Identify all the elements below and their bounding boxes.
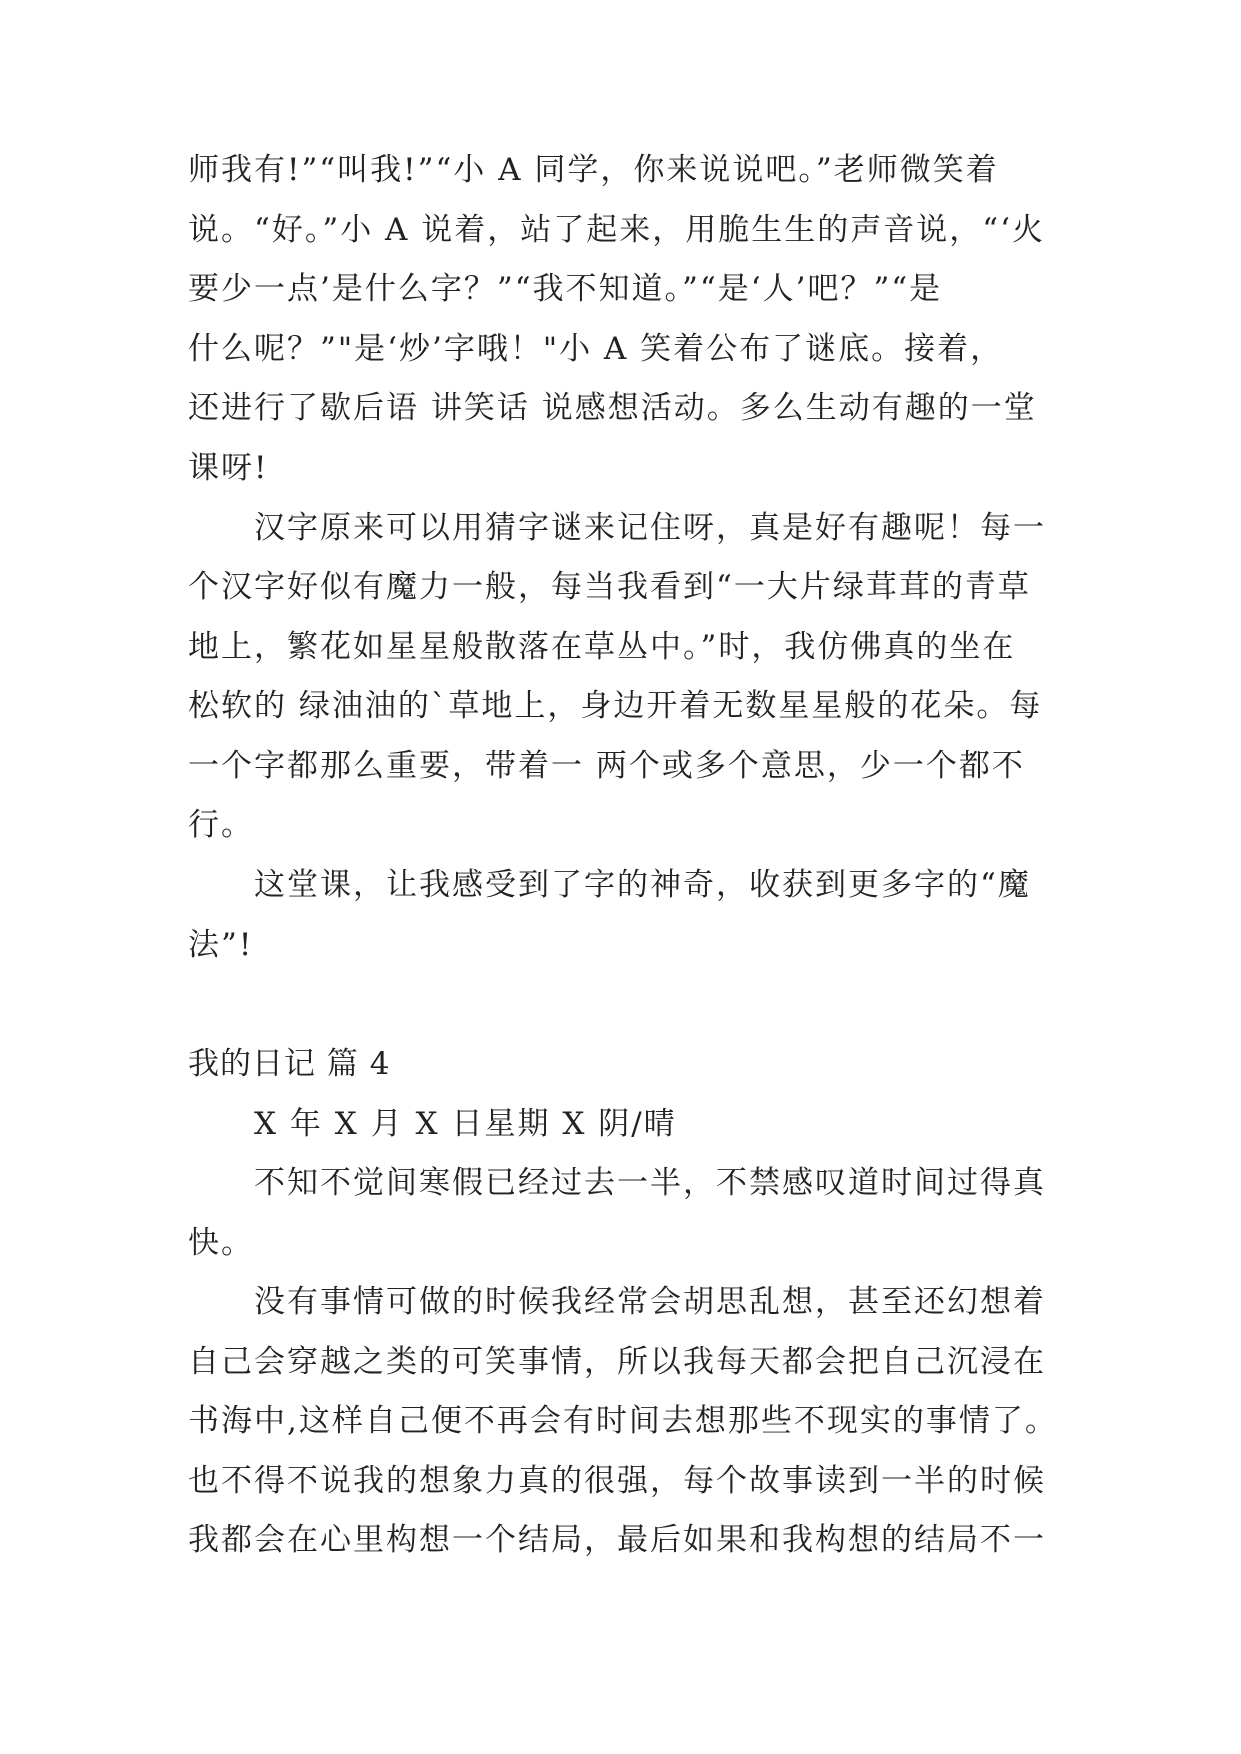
text-line: 什么呢？”"是‘炒’字哦！"小 A 笑着公布了谜底。接着，: [188, 331, 1004, 367]
text-line: 课呀!: [188, 450, 269, 486]
paragraph-first-line: 这堂课，让我感受到了字的神奇，收获到更多字的“魔: [254, 867, 1031, 903]
text-line: 要少一点’是什么字？”“我不知道。”“是‘人’吧？”“是: [188, 271, 943, 307]
section-heading: 我的日记 篇 4: [188, 1046, 391, 1082]
text-line: 松软的 绿油油的`草地上，身边开着无数星星般的花朵。每: [188, 688, 1043, 724]
text-line: 个汉字好似有魔力一般，每当我看到“一大片绿茸茸的青草: [188, 569, 1031, 605]
text-line: 自己会穿越之类的可笑事情，所以我每天都会把自己沉浸在: [188, 1344, 1046, 1380]
text-line: 说。“好。”小 A 说着，站了起来，用脆生生的声音说，“‘火: [188, 212, 1045, 248]
text-line: 师我有!”“叫我!”“小 A 同学，你来说说吧。”老师微笑着: [188, 152, 999, 188]
paragraph-first-line: 没有事情可做的时候我经常会胡思乱想，甚至还幻想着: [254, 1284, 1046, 1320]
text-line: 也不得不说我的想象力真的很强，每个故事读到一半的时候: [188, 1463, 1046, 1499]
paragraph-first-line: 不知不觉间寒假已经过去一半，不禁感叹道时间过得真: [254, 1165, 1046, 1201]
date-line: X 年 X 月 X 日星期 X 阴/晴: [254, 1106, 677, 1142]
text-line: 地上，繁花如星星般散落在草丛中。”时，我仿佛真的坐在: [188, 629, 1016, 665]
text-line: 还进行了歇后语 讲笑话 说感想活动。多么生动有趣的一堂: [188, 390, 1037, 426]
text-line: 书海中,这样自己便不再会有时间去想那些不现实的事情了。: [188, 1403, 1058, 1439]
text-line: 法”!: [188, 927, 254, 963]
text-line: 快。: [188, 1225, 254, 1261]
paragraph-first-line: 汉字原来可以用猜字谜来记住呀，真是好有趣呢！每一: [254, 510, 1046, 546]
text-line: 一个字都那么重要，带着一 两个或多个意思，少一个都不: [188, 748, 1025, 784]
text-line: 我都会在心里构想一个结局，最后如果和我构想的结局不一: [188, 1522, 1046, 1558]
text-line: 行。: [188, 807, 254, 843]
